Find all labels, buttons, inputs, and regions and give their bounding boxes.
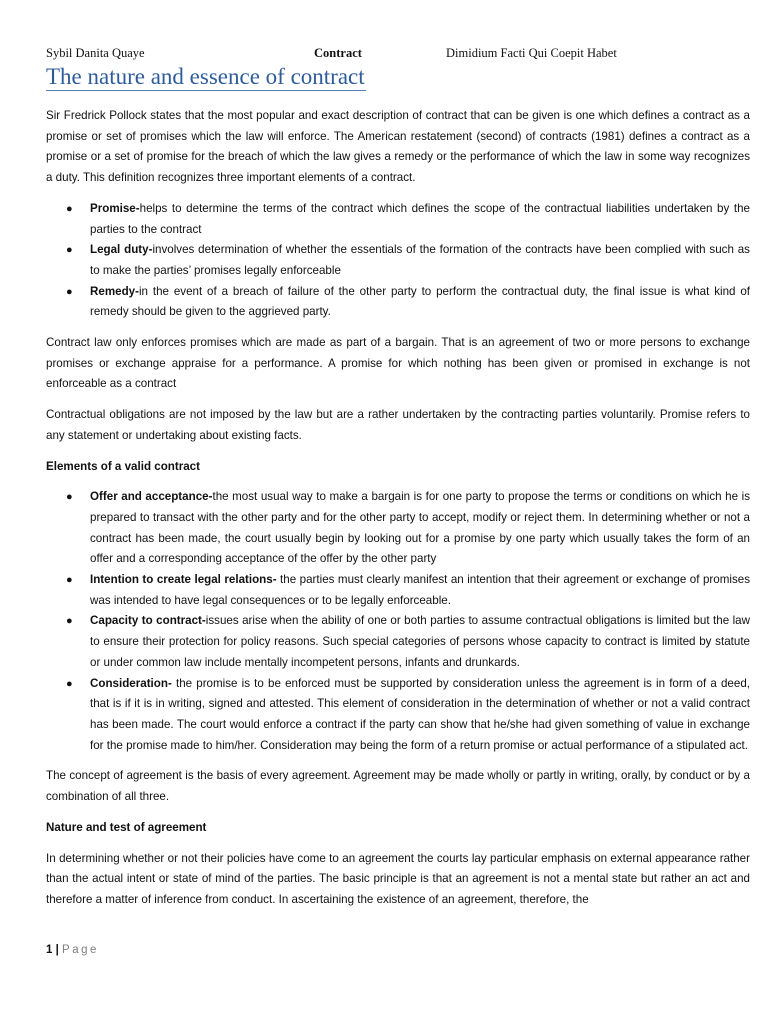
- bullet-icon: ●: [66, 202, 73, 215]
- document-page: [46, 44, 750, 921]
- list-item-term: Capacity to contract-: [90, 614, 206, 628]
- document-title: The nature and essence of contract: [46, 64, 365, 89]
- list-item: [46, 674, 750, 757]
- footer-separator: |: [55, 944, 59, 956]
- list-item-term: Offer and acceptance-: [90, 490, 213, 504]
- list-item-text: involves determination of whether the essentials of the formation of the contracts have been complied with such as to make the parties’ promises legally enforceable: [90, 243, 750, 277]
- elements-list: [46, 199, 750, 323]
- paragraph-obligations: Contractual obligations are not imposed by the law but are a rather undertaken by the contracting parties voluntarily. Promise refers to any statement or undertaking about existing facts.: [46, 408, 750, 442]
- list-item-term: Legal duty-: [90, 243, 153, 257]
- header-author: Sybil Danita Quaye: [46, 46, 145, 60]
- section-heading-agreement: Nature and test of agreement: [46, 820, 207, 834]
- bullet-icon: ●: [66, 677, 73, 690]
- valid-contract-list: [46, 487, 750, 756]
- page-label: Page: [62, 944, 99, 956]
- paragraph-intro: Sir Fredrick Pollock states that the most popular and exact description of contract that can be given is one which defines a contract as a promise or set of promises which the law will enforce. The American restatement (second) of contracts (1981) defines a contract as a promise or a set of promise for the breach of which the law gives a remedy or the performance of which the law in some way recognizes a duty. This definition recognizes three important elements of a contract.: [46, 109, 750, 185]
- list-item: [46, 240, 750, 281]
- page-header: [46, 44, 750, 64]
- list-item-text: the promise is to be enforced must be supported by consideration unless the agreement is in form of a deed, that is if it is in writing, signed and attested. This element of consideration in the determination of whether or not a valid contract has been made. The court would enforce a contract if the party can show that he/she had given something of value in exchange for the promise made to him/her. Consideration may being the form of a return promise or actual performance of a stipulated act.: [90, 676, 750, 752]
- list-item: [46, 487, 750, 570]
- bullet-icon: ●: [66, 244, 73, 257]
- paragraph-bargain: Contract law only enforces promises which are made as part of a bargain. That is an agreement of two or more persons to exchange promises or exchange appraise for a performance. A promise for which nothing has been given or promised in exchange is not enforceable as a contract: [46, 336, 750, 391]
- header-subject: Contract: [314, 46, 362, 60]
- list-item-term: Consideration-: [90, 676, 172, 690]
- list-item: [46, 570, 750, 611]
- page-footer: [46, 944, 99, 956]
- list-item: [46, 282, 750, 323]
- list-item-text: in the event of a breach of failure of the other party to perform the contractual duty, the final issue is what kind of remedy should be given to the aggrieved party.: [90, 284, 750, 319]
- list-item: [46, 611, 750, 673]
- paragraph-agreement: The concept of agreement is the basis of every agreement. Agreement may be made wholly or partly in writing, orally, by conduct or by a combination of all three.: [46, 769, 750, 804]
- section-heading-elements: Elements of a valid contract: [46, 459, 200, 473]
- bullet-icon: ●: [66, 615, 73, 628]
- list-item-text: the most usual way to make a bargain is for one party to propose the terms or conditions on which he is prepared to transact with the other party and for the other party to accept, modify or reject them. In determining whether or not a contract has been made, the court usually begin by looking out for a promise by one party which usually takes the form of an offer and a corresponding acceptance of the offer by the other party: [90, 490, 750, 566]
- bullet-icon: ●: [66, 285, 73, 298]
- list-item-term: Intention to create legal relations-: [90, 573, 277, 587]
- header-motto: Dimidium Facti Qui Coepit Habet: [446, 46, 617, 60]
- list-item-text: the parties must clearly manifest an intention that their agreement or exchange of promises was intended to have legal consequences or to be legally enforceable.: [90, 573, 750, 607]
- bullet-icon: ●: [66, 574, 73, 587]
- page-number: 1: [46, 944, 53, 956]
- list-item-term: Remedy-: [90, 284, 139, 298]
- list-item: [46, 199, 750, 240]
- bullet-icon: ●: [66, 491, 73, 504]
- paragraph-test: In determining whether or not their policies have come to an agreement the courts lay particular emphasis on external appearance rather than the actual intent or state of mind of the parties. The basic principle is that an agreement is not a mental state but rather an act and therefore a matter of inference from conduct. In ascertaining the existence of an agreement, therefore, the: [46, 851, 750, 906]
- list-item-text: issues arise when the ability of one or both parties to assume contractual obligations is limited but the law to ensure their protection for policy reasons. Such special categories of persons whose capacity to contract is limited by statute or under common law include mentally incompetent persons, infants and drunkards.: [90, 614, 750, 669]
- list-item-term: Promise-: [90, 201, 140, 215]
- list-item-text: helps to determine the terms of the contract which defines the scope of the contractual liabilities undertaken by the parties to the contract: [90, 201, 750, 236]
